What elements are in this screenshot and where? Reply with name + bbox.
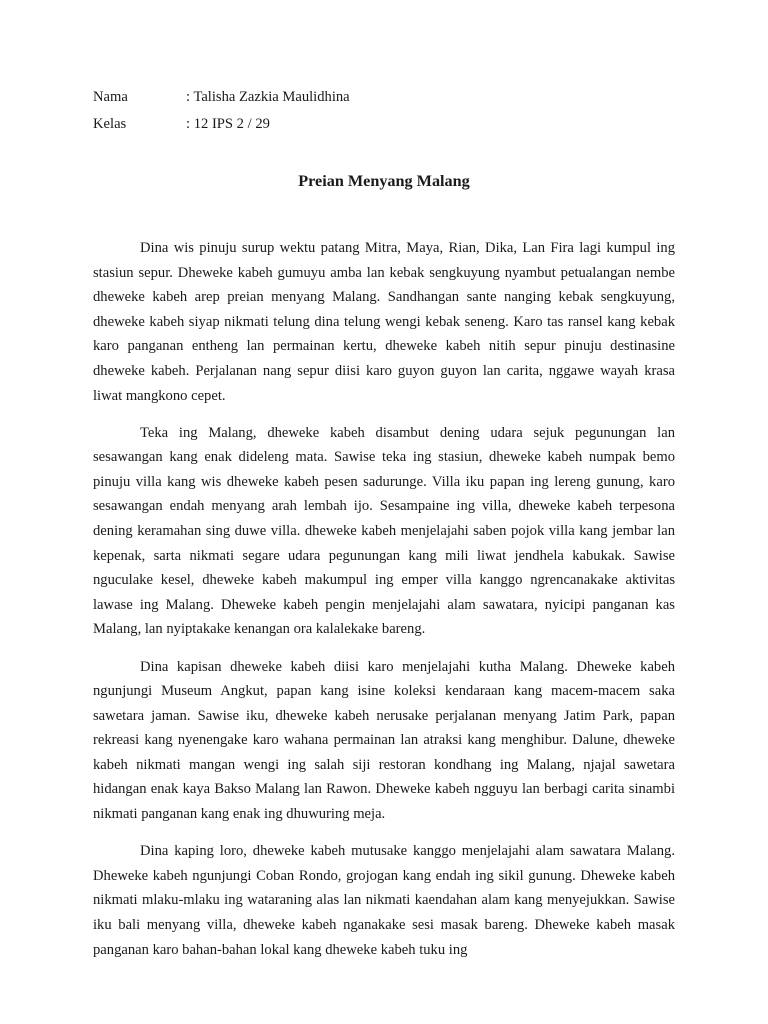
class-row: [93, 115, 270, 133]
class-label: Kelas: [93, 116, 127, 132]
paragraph-2: Teka ing Malang, dheweke kabeh disambut dening udara sejuk pegunungan lan sesawangan kang enak dideleng mata. Sawise teka ing stasiun, dheweke kabeh numpak bemo pinuju villa kang wis dheweke kabeh pesen sadurunge. Villa iku papan ing lereng gunung, karo sesawangan endah menyang arah lembah ijo. Sesampaine ing villa, dheweke kabeh terpesona dening keramahan sing duwe villa. dheweke kabeh menjelajahi saben pojok villa kang jembar lan kepenak, sarta nikmati segare udara pegunungan kang mili liwat jendhela kabukak. Sawise nguculake kesel, dheweke kabeh makumpul ing emper villa kanggo ngrencanakake aktivitas lawase ing Malang. Dheweke kabeh pengin menjelajahi alam sawatara, nyicipi panganan kas Malang, lan nyiptakake kenangan ora kalalekake bareng.: [93, 424, 675, 638]
paragraph-1: Dina wis pinuju surup wektu patang Mitra, Maya, Rian, Dika, Lan Fira lagi kumpul ing stasiun sepur. Dheweke kabeh gumuyu amba lan kebak sengkuyung nyambut petualangan nembe dheweke kabeh arep preian menyang Malang. Sandhangan sante nanging kebak sengkuyung, dheweke kabeh siyap nikmati telung dina telung wengi kebak seneng. Karo tas ransel kang kebak karo panganan entheng lan permainan kertu, dheweke kabeh nitih sepur pinuju destinasine dheweke kabeh. Perjalanan nang sepur diisi karo guyon guyon lan carita, nggawe wayah krasa liwat mangkono cepet.: [93, 240, 675, 404]
paragraph-4: Dina kaping loro, dheweke kabeh mutusake kanggo menjelajahi alam sawatara Malang. Dheweke kabeh ngunjungi Coban Rondo, grojogan kang endah ing sikil gunung. Dheweke kabeh nikmati mlaku-mlaku ing wataraning alas lan nikmati kaendahan alam kang menyejukkan. Sawise iku bali menyang villa, dheweke kabeh nganakake sesi masak bareng. Dheweke kabeh masak panganan karo bahan-bahan lokal kang dheweke kabeh tuku ing: [93, 843, 675, 958]
document-body: [93, 236, 675, 975]
document-title: Preian Menyang Malang: [298, 172, 470, 190]
paragraph-3: Dina kapisan dheweke kabeh diisi karo menjelajahi kutha Malang. Dheweke kabeh ngunjungi Museum Angkut, papan kang isine koleksi kendaraan kang macem-macem saka sawetara jaman. Sawise iku, dheweke kabeh nerusake perjalanan menyang Jatim Park, papan rekreasi kang nyenengake karo wahana permainan lan atraksi kang menghibur. Dalune, dheweke kabeh nikmati mangan wengi ing salah siji restoran kondhang ing Malang, njajal sawetara hidangan enak kaya Bakso Malang lan Rawon. Dheweke kabeh ngguyu lan berbagi carita sinambi nikmati panganan kang enak ing dhuwuring meja.: [93, 658, 675, 823]
name-value: : Talisha Zazkia Maulidhina: [186, 89, 350, 105]
class-value: : 12 IPS 2 / 29: [186, 116, 270, 132]
name-row: [93, 88, 350, 106]
name-label: Nama: [93, 89, 128, 105]
